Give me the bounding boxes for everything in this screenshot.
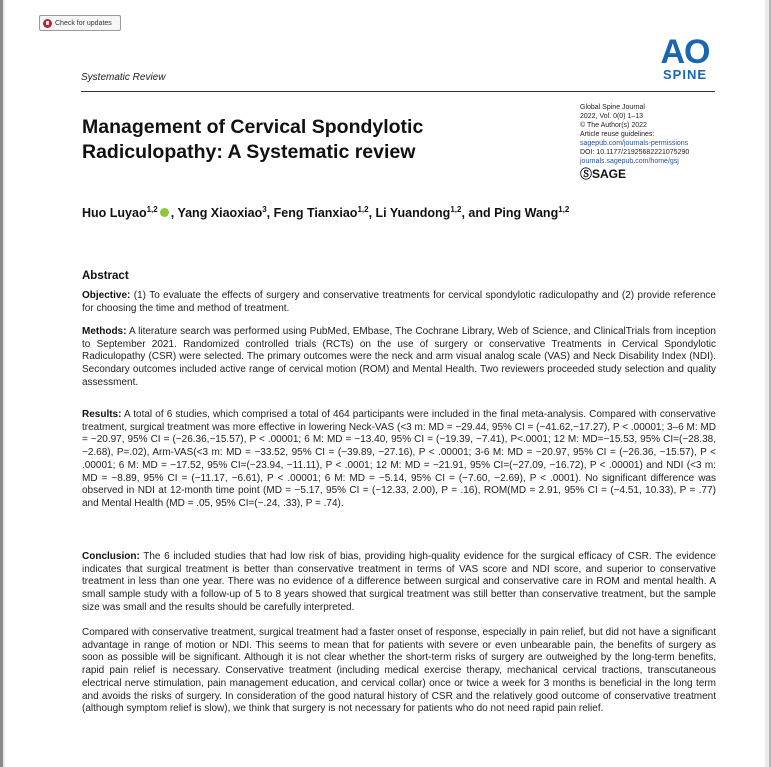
logo-ao-text: AO [660,33,710,71]
objective-paragraph [82,290,716,315]
author-affiliation: 1,2 [450,205,462,214]
results-label: Results: [82,409,122,420]
journal-volume: 2022, Vol. 0(0) 1–13 [580,113,644,120]
author-name: Li Yuandong [375,206,451,221]
check-for-updates-label: Check for updates [55,19,112,27]
journal-copyright: © The Author(s) 2022 [580,122,647,129]
article-title: Management of Cervical Spondylotic Radiculopathy: A Systematic review [82,116,424,163]
methods-text: A literature search was performed using PubMed, EMbase, The Cochrane Library, Web of Science, and ClinicalTrials from inception to September 2021. Randomized controlled trials (RCTs) on the use of surgery or conservative Treatments in Cervical Spondylotic Radiculopathy (CSR) were selected. The primary outcomes were the neck and arm visual analog scale (VAS) and Neck Disability Index (NDI). Secondary outcomes included active range of cervical motion (ROM) and Mental Health. Two reviewers proceeded study selection and quality assessment. [82,326,716,388]
author-name: Huo Luyao [82,206,147,221]
permissions-link[interactable]: sagepub.com/journals-permissions [580,140,689,147]
methods-paragraph [82,326,716,390]
conclusion-text: The 6 included studies that had low risk of bias, providing high-quality evidence for the surgical efficacy of CSR. The evidence indicates that surgical treatment is better than conservative treatment in terms of VAS score and NDI score, and superior to conservative treatment in less than one year. There was no evidence of a difference between surgical and conservative care in ROM and mental health. A small sample study with a follow-up of 5 to 8 years showed that surgical treatment was still better than conservative treatment, but the sample size was small and the results should be carefully interpreted. [82,551,716,613]
author-list [82,205,569,220]
author-name: Ping Wang [494,206,559,221]
check-for-updates-button[interactable] [39,15,121,31]
methods-label: Methods: [82,326,127,337]
results-paragraph [82,409,716,511]
window-left-border [0,0,3,767]
sage-logo [580,167,689,181]
logo-spine-text: SPINE [662,67,707,82]
author-name: Feng Tianxiao [273,206,358,221]
ao-spine-logo [657,33,713,82]
crossmark-icon [43,19,52,28]
author-separator: , and [461,206,495,221]
results-text: A total of 6 studies, which comprised a total of 464 participants were included in the final meta-analysis. Compared with conservative treatment, surgical treatment was more effective in lowering Neck-VAS (<3 m: MD = −29.44, 95% CI = (−41.62,−17.27), P < .00001; 3–6 M: MD = −20.97, 95% CI = (−26.36,−15.57), P < .00001; 6 M: MD = −13.40, 95% CI = (−19.39, −7.41), P<.0001; 12 M: MD=−15.53, 95% CI=(−28.38, −2.68), P=.02), Arm-VAS(<3 m: MD = −33.52, 95% CI = (−39.89, −27.16), P < .00001; 3-6 M: MD = −20.97, 95% CI = (−26.36, −15.57), P < .00001; 6 M: MD = −17.52, 95% CI=(−23.94, −11.11), P < .0001; 12 M: MD = −21.91, 95% CI=(−27.09, −16.72), P < .00001) and NDI (<3 m: MD = −8.89, 95% CI = (−11.17, −6.61), P < .00001; 6 M: MD = −5.14, 95% CI = (−7.60, −2.69), P < .0001). No significant difference was observed in NDI at 12-month time point (MD = −5.17, 95% CI = (−12.33, 2.00), P = .16), ROM(MD = 2.91, 95% CI = (−4.51, 10.33), P = .77) and Mental Health (MD = .05, 95% CI=(−.24, .33), P = .74). [82,409,716,509]
conclusion-paragraph-2: Compared with conservative treatment, surgical treatment had a faster onset of response, especially in pain relief, but did not have a significant advantage in range of motion or NDI. This seems to mean that for patients with severe or even unbearable pain, the benefits of surgery as soon as possible will be significant. Although it is not clear whether the short-term risks of surgery are outweighed by the long-term benefits, rapid pain relief is necessary. Conservative treatment (including medical exercise therapy, mechanical cervical tractions, transcutaneous electrical nerve stimulation, pain management education, and cervical collar) once or twice a week for 3 months is beneficial in the long term and avoids the risks of surgery. In consideration of the good natural history of CSR and the relatively good outcome of conservative treatment (although symptom relief is slow), we think that surgery is not necessary for patients who do not need rapid pain relief. [82,627,716,715]
journal-doi: DOI: 10.1177/21925682221075290 [580,149,690,156]
orcid-icon[interactable] [160,208,169,217]
journal-info [580,103,689,181]
objective-label: Objective: [82,290,131,301]
objective-text: (1) To evaluate the effects of surgery and conservative treatments for cervical spondylotic radiculopathy and (2) provide reference for choosing the time and method of treatment. [82,290,716,314]
author-name: Yang Xiaoxiao [177,206,263,221]
sage-text: SAGE [592,167,627,181]
author-affiliation: 3 [262,205,267,214]
article-category: Systematic Review [81,72,166,83]
author-separator: , [368,206,376,221]
conclusion-paragraph [82,551,716,615]
journal-home-link[interactable]: journals.sagepub.com/home/gsj [580,158,679,165]
author-separator: , [170,206,178,221]
author-affiliation: 1,2 [357,205,369,214]
conclusion-label: Conclusion: [82,551,140,562]
author-affiliation: 1,2 [558,205,570,214]
sage-icon: Ⓢ [580,167,593,181]
journal-name: Global Spine Journal [580,104,645,111]
pdf-page [5,0,765,767]
header-rule [81,91,715,92]
abstract-heading: Abstract [82,270,129,282]
journal-reuse: Article reuse guidelines: [580,131,655,138]
author-separator: , [266,206,274,221]
author-affiliation: 1,2 [146,205,158,214]
